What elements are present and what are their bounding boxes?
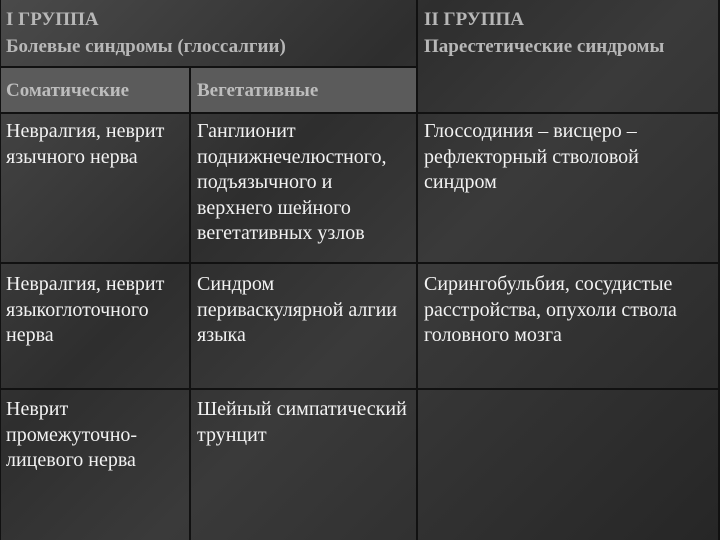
divider-row2-bottom (0, 388, 720, 390)
divider-col1 (189, 66, 191, 540)
group2-subtitle: Парестетические синдромы (424, 36, 665, 57)
row3-somatic: Неврит промежуточно-лицевого нерва (6, 398, 138, 471)
group1-subtitle: Болевые синдромы (глоссалгии) (6, 36, 286, 57)
divider-header-bottom (0, 112, 720, 114)
row1-vegetative: Ганглионит поднижнечелюстного, подъязычного и верхнего шейного вегетативных узлов (197, 120, 387, 244)
col-somatic-label: Соматические (6, 80, 130, 101)
table-left-edge (0, 0, 1, 540)
row2-somatic: Невралгия, неврит языкоглоточного нерва (6, 273, 165, 346)
group2-header (418, 0, 720, 112)
row2-vegetative: Синдром периваскулярной алгии языка (197, 273, 397, 346)
divider-row1-bottom (0, 262, 720, 264)
divider-col2 (416, 0, 418, 540)
row2-paresthetic: Сирингобульбия, сосудистые расстройства, опухоли ствола головного мозга (424, 273, 677, 346)
group1-header (0, 0, 416, 66)
col-somatic-header (0, 68, 189, 112)
divider-subheader-top (0, 66, 418, 68)
col-vegetative-header (191, 68, 416, 112)
col-vegetative-label: Вегетативные (197, 80, 319, 101)
row1-paresthetic: Глоссодиния – висцеро – рефлекторный стволовой синдром (424, 120, 639, 193)
row1-somatic: Невралгия, неврит язычного нерва (6, 120, 165, 168)
group1-title: I ГРУППА (6, 9, 99, 30)
row3-vegetative: Шейный симпатический трунцит (197, 398, 407, 446)
group2-title: II ГРУППА (424, 9, 524, 30)
row3-paresthetic (418, 390, 720, 540)
